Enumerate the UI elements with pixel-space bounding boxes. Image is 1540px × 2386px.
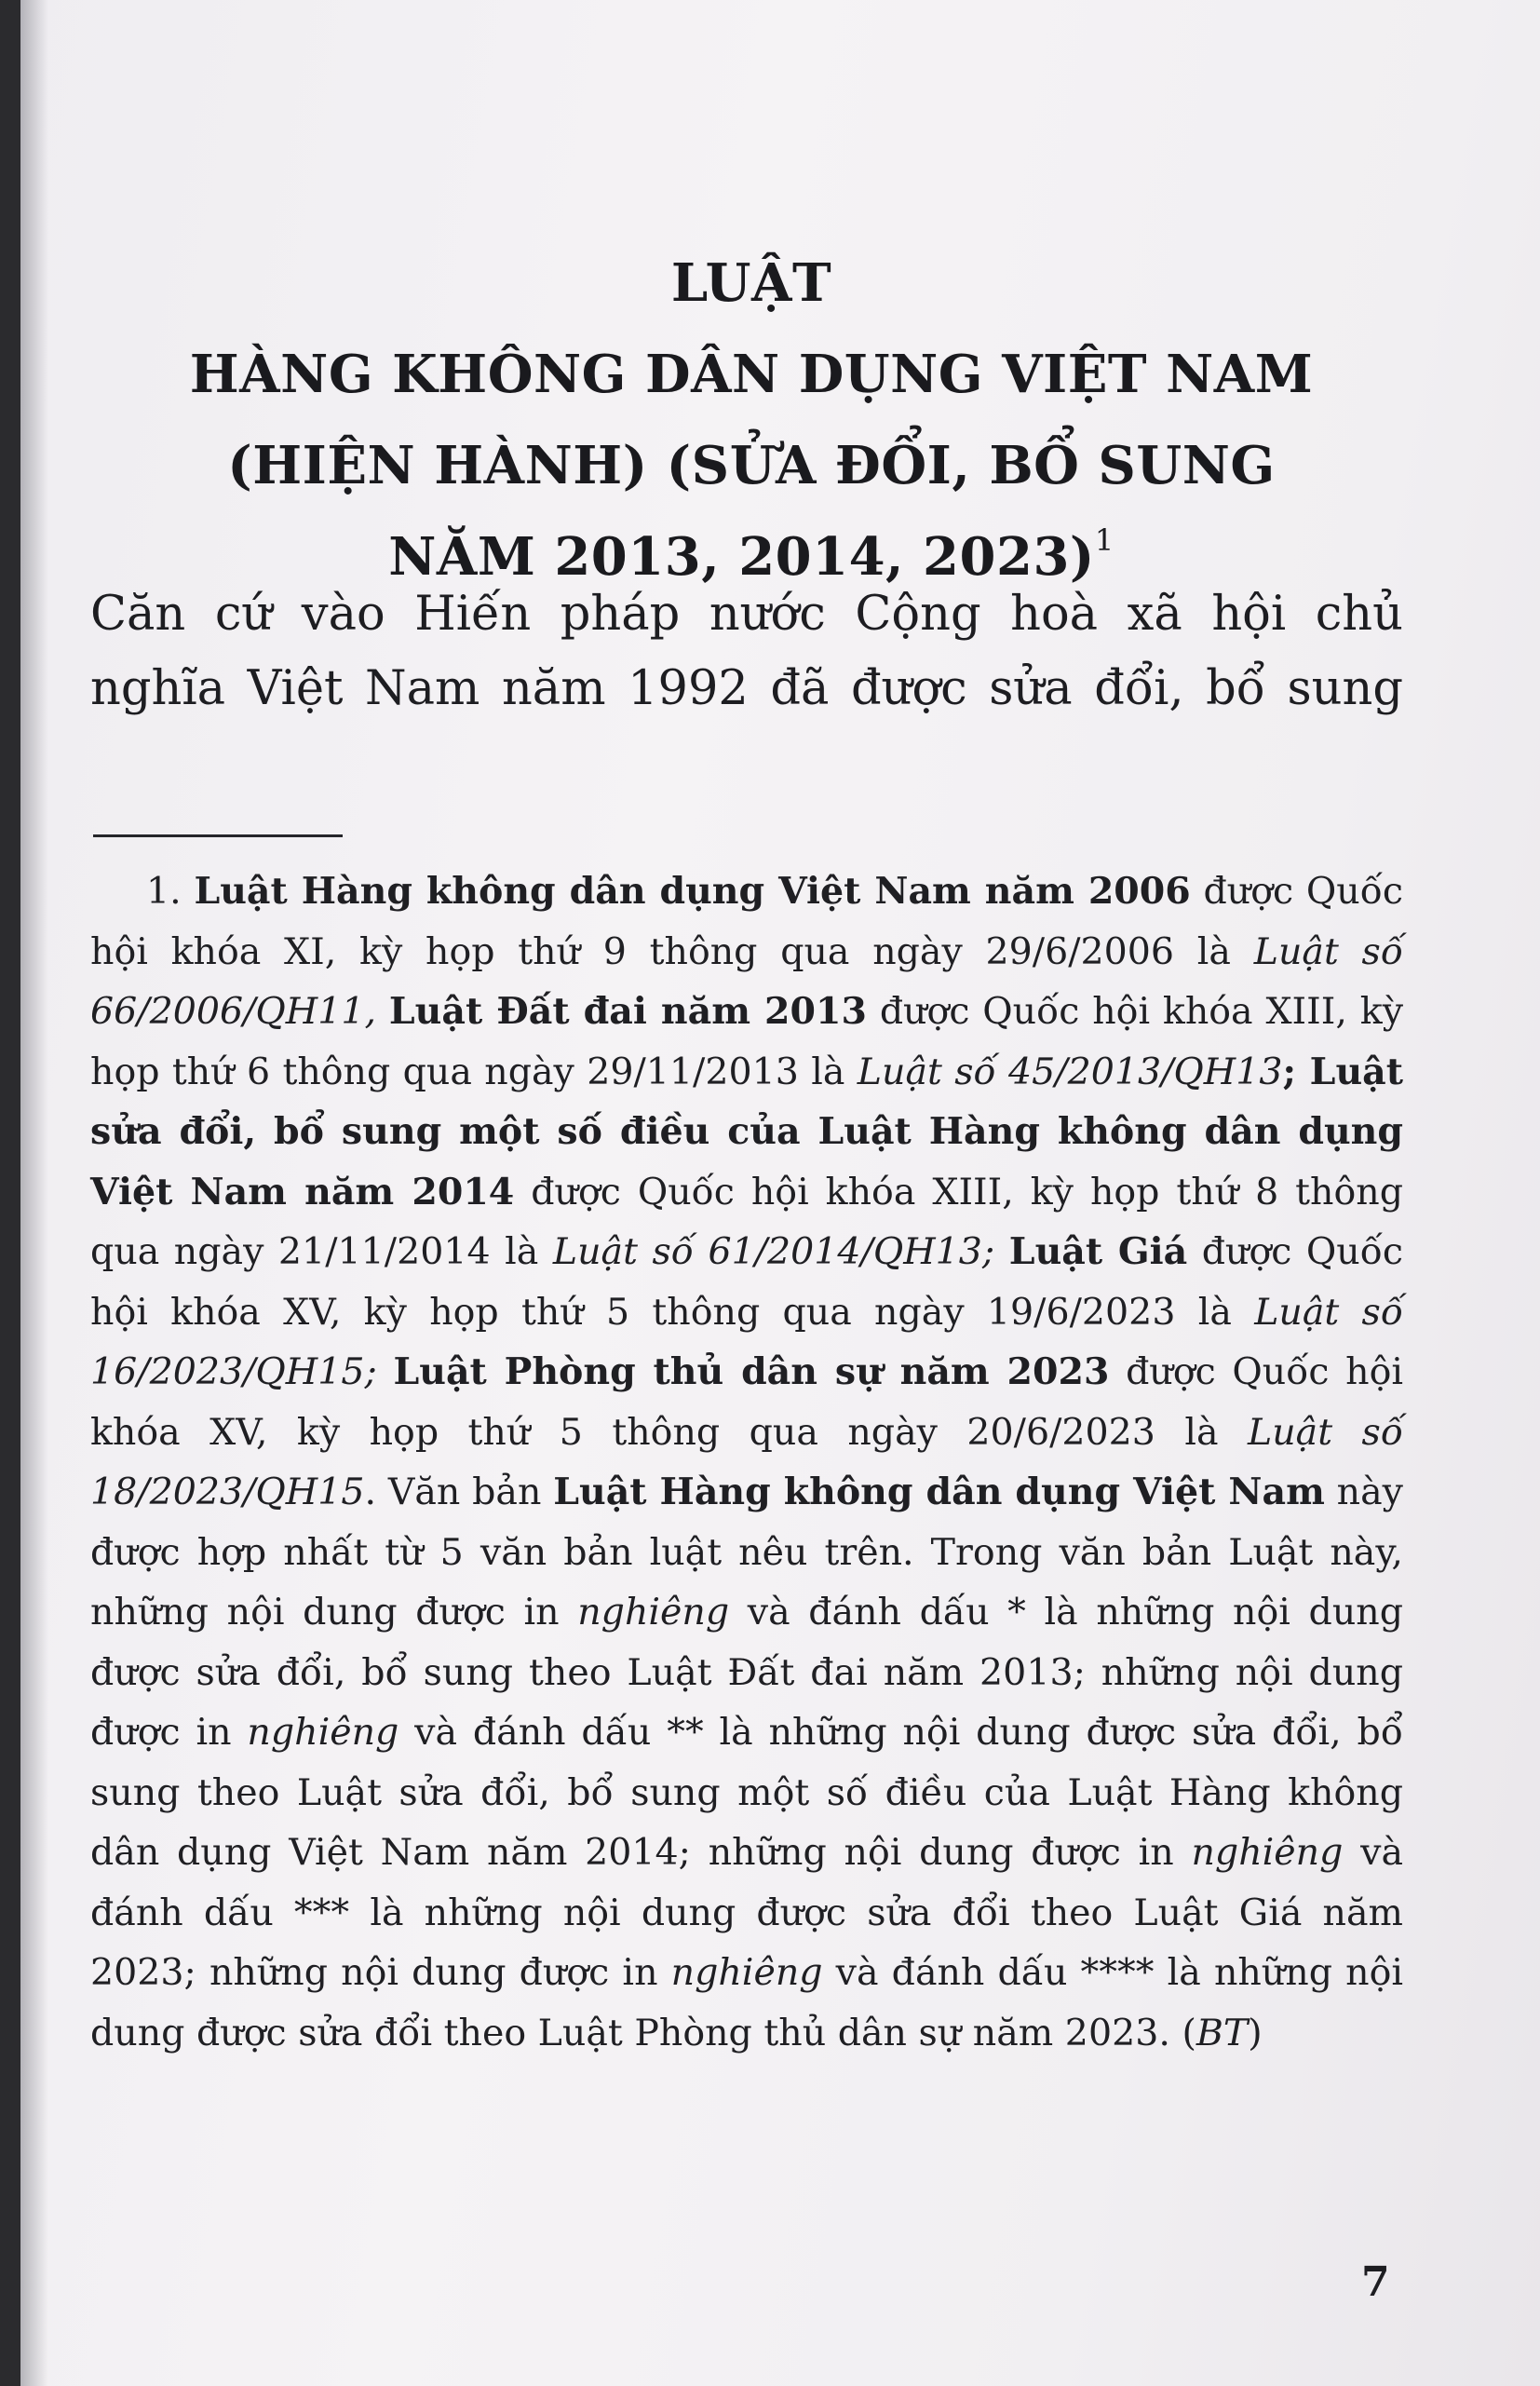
- footnote-text: [376, 990, 389, 1033]
- footnote-bold-consolidated-law: Luật Hàng không dân dụng Việt Nam: [553, 1471, 1325, 1513]
- footnote-text: này được hợp nhất từ 5 văn bản luật nêu trên. Trong văn bản Luật này, những nội dung được in: [90, 1471, 1403, 1634]
- title-line-1: LUẬT: [670, 252, 832, 314]
- book-page: [20, 0, 1540, 2386]
- footnote-italic-word: nghiêng: [1191, 1831, 1344, 1874]
- footnote-italic-law-number: Luật số 18/2023/QH15: [90, 1410, 1403, 1513]
- footnote-text: được Quốc hội khóa XIII, kỳ họp thứ 6 thông qua ngày 29/11/2013 là: [90, 990, 1404, 1093]
- footnote-text: và đánh dấu **** là những nội dung được sửa đổi theo Luật Phòng thủ dân sự năm 2023. (: [90, 1951, 1404, 2054]
- title-line-3: (HIỆN HÀNH) (SỬA ĐỔI, BỔ SUNG: [227, 435, 1276, 496]
- footnote-text: và đánh dấu * là những nội dung được sửa đổi, bổ sung theo Luật Đất đai năm 2013; những nội dung được in: [90, 1591, 1403, 1754]
- footnote-text: . Văn bản: [364, 1471, 554, 1513]
- footnote: [90, 861, 1403, 2063]
- preamble-text: Căn cứ vào Hiến pháp nước Cộng hoà xã hội chủ nghĩa Việt Nam năm 1992 đã được sửa đổi, bổ sung: [90, 587, 1403, 716]
- footnote-bold-price-law: Luật Giá: [1008, 1230, 1188, 1273]
- page-number: 7: [1361, 2258, 1390, 2306]
- footnote-text: và đánh dấu ** là những nội dung được sửa đổi, bổ sung theo Luật sửa đổi, bổ sung một số điều của Luật Hàng không dân dụng Việt Nam năm 2014; những nội dung được in: [90, 1711, 1403, 1874]
- footnote-italic-law-number: Luật số 45/2013/QH13: [857, 1050, 1283, 1093]
- footnote-italic-law-number: Luật số 61/2014/QH13;: [552, 1230, 995, 1273]
- footnote-italic-word: nghiêng: [577, 1591, 730, 1634]
- footnote-number: 1.: [146, 870, 195, 913]
- footnote-text: được Quốc hội khóa XIII, kỳ họp thứ 8 thông qua ngày 21/11/2014 là: [90, 1170, 1403, 1273]
- footnote-separator: [93, 834, 343, 837]
- footnote-paragraph: [90, 861, 1403, 2063]
- title-line-4-text: NĂM 2013, 2014, 2023): [388, 526, 1095, 588]
- footnote-text: được Quốc hội khóa XV, kỳ họp thứ 5 thông qua ngày 19/6/2023 là: [90, 1230, 1404, 1334]
- title-footnote-mark: 1: [1094, 522, 1114, 558]
- footnote-bold-amendment-law: ; Luật sửa đổi, bổ sung một số điều của Luật Hàng không dân dụng Việt Nam năm 2014: [90, 1050, 1403, 1213]
- footnote-text: [377, 1350, 394, 1393]
- footnote-italic-law-number: Luật số 66/2006/QH11,: [90, 929, 1403, 1033]
- footnote-text: [994, 1230, 1009, 1273]
- footnote-bold-land-law: Luật Đất đai năm 2013: [388, 990, 867, 1033]
- preamble: [90, 577, 1403, 726]
- footnote-italic-law-number: Luật số 16/2023/QH15;: [90, 1290, 1403, 1393]
- footnote-text: được Quốc hội khóa XI, kỳ họp thứ 9 thông qua ngày 29/6/2006 là: [90, 870, 1403, 973]
- page-gutter-shadow: [20, 0, 48, 2386]
- footnote-italic-word: nghiêng: [247, 1711, 399, 1754]
- law-title: [104, 237, 1398, 603]
- footnote-text: và đánh dấu *** là những nội dung được sửa đổi theo Luật Giá năm 2023; những nội dung được in: [90, 1831, 1403, 1994]
- footnote-text: được Quốc hội khóa XV, kỳ họp thứ 5 thông qua ngày 20/6/2023 là: [90, 1350, 1404, 1454]
- footnote-bold-civil-defense-law: Luật Phòng thủ dân sự năm 2023: [393, 1350, 1110, 1393]
- footnote-italic-word: nghiêng: [670, 1951, 823, 1994]
- title-line-2: HÀNG KHÔNG DÂN DỤNG VIỆT NAM: [189, 344, 1314, 405]
- footnote-bold-law-2006: Luật Hàng không dân dụng Việt Nam năm 2006: [194, 870, 1191, 913]
- footnote-italic-editor-mark: BT: [1196, 2011, 1249, 2054]
- footnote-text: ): [1248, 2011, 1263, 2054]
